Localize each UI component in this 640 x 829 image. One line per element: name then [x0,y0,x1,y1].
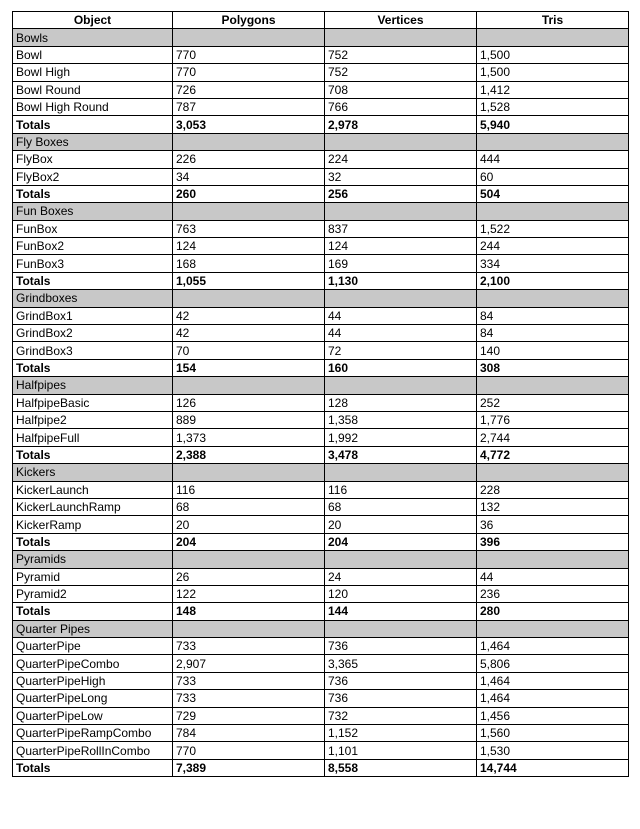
table-row [13,342,629,359]
table-row [13,672,629,689]
cell-tris: 1,500 [477,64,629,81]
table-row [13,46,629,63]
category-empty-cell [477,290,629,307]
category-empty-cell [477,29,629,46]
header-polygons: Polygons [173,12,325,29]
table-row [13,690,629,707]
totals-vertices: 8,558 [325,759,477,776]
cell-vertices: 72 [325,342,477,359]
cell-vertices: 44 [325,307,477,324]
cell-vertices: 1,152 [325,725,477,742]
cell-polygons: 124 [173,238,325,255]
table-row [13,411,629,428]
cell-object: Bowl High Round [13,98,173,115]
table-row [13,655,629,672]
table-row [13,429,629,446]
cell-vertices: 752 [325,64,477,81]
category-empty-cell [325,29,477,46]
category-empty-cell [477,551,629,568]
totals-row [13,185,629,202]
cell-tris: 84 [477,325,629,342]
header-row [13,12,629,29]
category-row [13,29,629,46]
totals-tris: 280 [477,603,629,620]
cell-vertices: 24 [325,568,477,585]
header-object: Object [13,12,173,29]
cell-polygons: 729 [173,707,325,724]
cell-object: KickerLaunch [13,481,173,498]
category-empty-cell [173,377,325,394]
category-empty-cell [477,133,629,150]
totals-vertices: 144 [325,603,477,620]
cell-polygons: 770 [173,46,325,63]
category-empty-cell [173,290,325,307]
cell-object: KickerRamp [13,516,173,533]
cell-object: QuarterPipeCombo [13,655,173,672]
category-empty-cell [173,464,325,481]
cell-polygons: 733 [173,672,325,689]
cell-object: Bowl [13,46,173,63]
category-empty-cell [477,464,629,481]
cell-polygons: 68 [173,498,325,515]
category-empty-cell [325,551,477,568]
totals-vertices: 160 [325,359,477,376]
cell-vertices: 708 [325,81,477,98]
cell-polygons: 733 [173,690,325,707]
totals-row [13,533,629,550]
cell-tris: 228 [477,481,629,498]
totals-vertices: 204 [325,533,477,550]
cell-object: FlyBox [13,151,173,168]
cell-tris: 1,776 [477,411,629,428]
totals-row [13,359,629,376]
category-row [13,620,629,637]
cell-tris: 1,528 [477,98,629,115]
totals-vertices: 3,478 [325,446,477,463]
category-empty-cell [325,133,477,150]
totals-vertices: 256 [325,185,477,202]
totals-object: Totals [13,272,173,289]
totals-object: Totals [13,533,173,550]
category-name: Quarter Pipes [13,620,173,637]
cell-object: GrindBox1 [13,307,173,324]
table-row [13,255,629,272]
cell-polygons: 168 [173,255,325,272]
category-empty-cell [325,620,477,637]
cell-tris: 444 [477,151,629,168]
cell-object: GrindBox3 [13,342,173,359]
totals-object: Totals [13,116,173,133]
cell-polygons: 70 [173,342,325,359]
totals-row [13,446,629,463]
table-row [13,220,629,237]
cell-tris: 1,522 [477,220,629,237]
category-empty-cell [325,377,477,394]
object-stats-table [12,11,629,777]
table-row [13,742,629,759]
cell-object: FunBox2 [13,238,173,255]
cell-tris: 244 [477,238,629,255]
category-empty-cell [325,290,477,307]
cell-vertices: 837 [325,220,477,237]
cell-object: FunBox3 [13,255,173,272]
cell-polygons: 126 [173,394,325,411]
table-row [13,481,629,498]
totals-polygons: 3,053 [173,116,325,133]
cell-tris: 2,744 [477,429,629,446]
table-row [13,238,629,255]
cell-vertices: 736 [325,672,477,689]
header-tris: Tris [477,12,629,29]
cell-tris: 334 [477,255,629,272]
category-name: Fun Boxes [13,203,173,220]
cell-vertices: 3,365 [325,655,477,672]
category-name: Kickers [13,464,173,481]
cell-polygons: 116 [173,481,325,498]
cell-object: QuarterPipeHigh [13,672,173,689]
cell-vertices: 224 [325,151,477,168]
cell-tris: 5,806 [477,655,629,672]
cell-tris: 60 [477,168,629,185]
table-row [13,585,629,602]
category-empty-cell [477,203,629,220]
cell-tris: 236 [477,585,629,602]
cell-tris: 1,560 [477,725,629,742]
cell-tris: 1,500 [477,46,629,63]
cell-object: QuarterPipeRampCombo [13,725,173,742]
table-row [13,725,629,742]
cell-tris: 84 [477,307,629,324]
table-row [13,394,629,411]
totals-tris: 396 [477,533,629,550]
cell-vertices: 128 [325,394,477,411]
cell-vertices: 116 [325,481,477,498]
cell-vertices: 124 [325,238,477,255]
cell-object: QuarterPipe [13,638,173,655]
cell-polygons: 2,907 [173,655,325,672]
cell-tris: 252 [477,394,629,411]
cell-polygons: 770 [173,64,325,81]
totals-tris: 2,100 [477,272,629,289]
cell-tris: 132 [477,498,629,515]
cell-polygons: 763 [173,220,325,237]
category-row [13,203,629,220]
totals-row [13,759,629,776]
totals-polygons: 148 [173,603,325,620]
category-empty-cell [173,551,325,568]
cell-object: Bowl High [13,64,173,81]
cell-object: Pyramid2 [13,585,173,602]
totals-row [13,116,629,133]
cell-polygons: 726 [173,81,325,98]
category-row [13,377,629,394]
table-body [13,29,629,777]
category-empty-cell [173,29,325,46]
category-name: Fly Boxes [13,133,173,150]
totals-row [13,272,629,289]
totals-object: Totals [13,759,173,776]
cell-tris: 1,412 [477,81,629,98]
cell-tris: 36 [477,516,629,533]
totals-polygons: 7,389 [173,759,325,776]
table-row [13,638,629,655]
totals-polygons: 260 [173,185,325,202]
table-row [13,516,629,533]
category-empty-cell [477,377,629,394]
cell-tris: 1,530 [477,742,629,759]
cell-polygons: 784 [173,725,325,742]
cell-polygons: 20 [173,516,325,533]
table-row [13,707,629,724]
totals-polygons: 1,055 [173,272,325,289]
cell-object: QuarterPipeLow [13,707,173,724]
category-name: Bowls [13,29,173,46]
cell-object: FlyBox2 [13,168,173,185]
category-name: Pyramids [13,551,173,568]
cell-object: QuarterPipeRollInCombo [13,742,173,759]
cell-object: HalfpipeFull [13,429,173,446]
cell-polygons: 1,373 [173,429,325,446]
cell-polygons: 42 [173,325,325,342]
totals-object: Totals [13,359,173,376]
cell-vertices: 736 [325,638,477,655]
cell-vertices: 1,358 [325,411,477,428]
cell-vertices: 32 [325,168,477,185]
table-row [13,98,629,115]
category-empty-cell [173,620,325,637]
cell-vertices: 68 [325,498,477,515]
category-name: Grindboxes [13,290,173,307]
table-row [13,325,629,342]
category-row [13,464,629,481]
cell-polygons: 34 [173,168,325,185]
cell-tris: 1,464 [477,638,629,655]
cell-object: KickerLaunchRamp [13,498,173,515]
category-empty-cell [325,464,477,481]
totals-row [13,603,629,620]
cell-object: QuarterPipeLong [13,690,173,707]
table-row [13,498,629,515]
cell-tris: 1,464 [477,690,629,707]
cell-object: Halfpipe2 [13,411,173,428]
cell-object: HalfpipeBasic [13,394,173,411]
cell-tris: 1,464 [477,672,629,689]
cell-tris: 140 [477,342,629,359]
document-page [12,11,629,777]
table-row [13,64,629,81]
cell-polygons: 26 [173,568,325,585]
totals-object: Totals [13,603,173,620]
cell-vertices: 44 [325,325,477,342]
cell-polygons: 787 [173,98,325,115]
cell-object: GrindBox2 [13,325,173,342]
category-row [13,133,629,150]
totals-tris: 5,940 [477,116,629,133]
table-row [13,307,629,324]
cell-vertices: 120 [325,585,477,602]
category-name: Halfpipes [13,377,173,394]
cell-vertices: 766 [325,98,477,115]
cell-object: Pyramid [13,568,173,585]
cell-polygons: 122 [173,585,325,602]
totals-polygons: 2,388 [173,446,325,463]
cell-vertices: 20 [325,516,477,533]
table-row [13,151,629,168]
table-row [13,168,629,185]
table-row [13,568,629,585]
table-header [13,12,629,29]
category-row [13,290,629,307]
category-empty-cell [325,203,477,220]
totals-tris: 308 [477,359,629,376]
totals-object: Totals [13,446,173,463]
cell-vertices: 736 [325,690,477,707]
totals-vertices: 2,978 [325,116,477,133]
cell-vertices: 1,992 [325,429,477,446]
category-empty-cell [173,203,325,220]
cell-object: Bowl Round [13,81,173,98]
totals-tris: 504 [477,185,629,202]
cell-vertices: 169 [325,255,477,272]
cell-polygons: 889 [173,411,325,428]
cell-tris: 44 [477,568,629,585]
header-vertices: Vertices [325,12,477,29]
cell-vertices: 732 [325,707,477,724]
cell-polygons: 770 [173,742,325,759]
totals-vertices: 1,130 [325,272,477,289]
totals-tris: 14,744 [477,759,629,776]
cell-polygons: 42 [173,307,325,324]
totals-tris: 4,772 [477,446,629,463]
cell-polygons: 226 [173,151,325,168]
cell-object: FunBox [13,220,173,237]
cell-polygons: 733 [173,638,325,655]
cell-vertices: 1,101 [325,742,477,759]
cell-tris: 1,456 [477,707,629,724]
totals-object: Totals [13,185,173,202]
cell-vertices: 752 [325,46,477,63]
category-empty-cell [173,133,325,150]
category-row [13,551,629,568]
totals-polygons: 154 [173,359,325,376]
totals-polygons: 204 [173,533,325,550]
category-empty-cell [477,620,629,637]
table-row [13,81,629,98]
